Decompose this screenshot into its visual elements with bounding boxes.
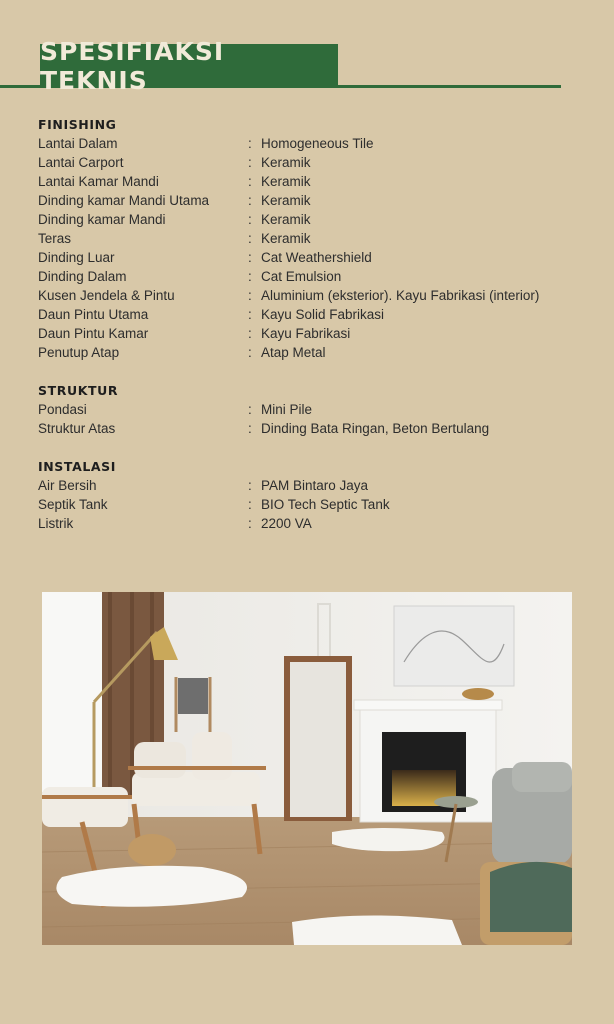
page-title-banner — [40, 37, 338, 95]
spec-row — [38, 305, 598, 324]
spec-separator: : — [248, 193, 252, 208]
spec-value: Aluminium (eksterior). Kayu Fabrikasi (interior) — [261, 288, 540, 303]
spec-row — [38, 419, 598, 438]
spec-separator: : — [248, 497, 252, 512]
spec-row — [38, 153, 598, 172]
spec-value: Dinding Bata Ringan, Beton Bertulang — [261, 421, 490, 436]
section-finishing — [38, 116, 598, 362]
spec-value: Kayu Fabrikasi — [261, 326, 351, 341]
spec-label: Lantai Dalam — [38, 136, 118, 151]
spec-value: Keramik — [261, 231, 311, 246]
spec-row — [38, 476, 598, 495]
spec-separator: : — [248, 288, 252, 303]
spec-row — [38, 134, 598, 153]
spec-row — [38, 267, 598, 286]
spec-label: Dinding kamar Mandi Utama — [38, 193, 210, 208]
spec-separator: : — [248, 136, 252, 151]
spec-value: Kayu Solid Fabrikasi — [261, 307, 385, 322]
spec-value: Keramik — [261, 174, 311, 189]
spec-row — [38, 514, 598, 533]
spec-label: Air Bersih — [38, 478, 97, 493]
page-title: SPESIFIAKSI TEKNIS — [40, 37, 225, 95]
section-instalasi — [38, 458, 598, 533]
spec-label: Daun Pintu Utama — [38, 307, 149, 322]
spec-separator: : — [248, 174, 252, 189]
spec-separator: : — [248, 155, 252, 170]
spec-value: Keramik — [261, 212, 311, 227]
spec-value: Keramik — [261, 155, 311, 170]
spec-label: Dinding Dalam — [38, 269, 127, 284]
spec-row — [38, 495, 598, 514]
spec-value: Homogeneous Tile — [261, 136, 374, 151]
spec-separator: : — [248, 212, 252, 227]
spec-label: Daun Pintu Kamar — [38, 326, 149, 341]
section-title: STRUKTUR — [38, 383, 119, 398]
spec-row — [38, 191, 598, 210]
spec-label: Listrik — [38, 516, 74, 531]
spec-value: Cat Emulsion — [261, 269, 342, 284]
spec-row — [38, 248, 598, 267]
spec-separator: : — [248, 478, 252, 493]
spec-row — [38, 229, 598, 248]
spec-separator: : — [248, 250, 252, 265]
spec-label: Lantai Kamar Mandi — [38, 174, 159, 189]
spec-separator: : — [248, 345, 252, 360]
spec-separator: : — [248, 326, 252, 341]
spec-label: Teras — [38, 231, 72, 246]
spec-separator: : — [248, 402, 252, 417]
spec-label: Septik Tank — [38, 497, 108, 512]
spec-label: Struktur Atas — [38, 421, 116, 436]
spec-value: Cat Weathershield — [261, 250, 372, 265]
spec-separator: : — [248, 231, 252, 246]
spec-row — [38, 324, 598, 343]
spec-label: Penutup Atap — [38, 345, 120, 360]
section-title: FINISHING — [38, 117, 117, 132]
spec-label: Kusen Jendela & Pintu — [38, 288, 175, 303]
spec-separator: : — [248, 421, 252, 436]
spec-row — [38, 286, 598, 305]
spec-row — [38, 400, 598, 419]
spec-label: Lantai Carport — [38, 155, 124, 170]
interior-photo — [42, 592, 572, 945]
spec-value: Keramik — [261, 193, 311, 208]
spec-label: Dinding kamar Mandi — [38, 212, 166, 227]
spec-separator: : — [248, 269, 252, 284]
spec-value: 2200 VA — [261, 516, 312, 531]
section-title: INSTALASI — [38, 459, 117, 474]
spec-value: BIO Tech Septic Tank — [261, 497, 390, 512]
spec-row — [38, 172, 598, 191]
spec-row — [38, 210, 598, 229]
spec-value: PAM Bintaro Jaya — [261, 478, 369, 493]
spec-label: Dinding Luar — [38, 250, 115, 265]
spec-separator: : — [248, 516, 252, 531]
spec-value: Atap Metal — [261, 345, 326, 360]
spec-separator: : — [248, 307, 252, 322]
section-struktur — [38, 382, 598, 438]
spec-value: Mini Pile — [261, 402, 313, 417]
spec-label: Pondasi — [38, 402, 87, 417]
spec-row — [38, 343, 598, 362]
